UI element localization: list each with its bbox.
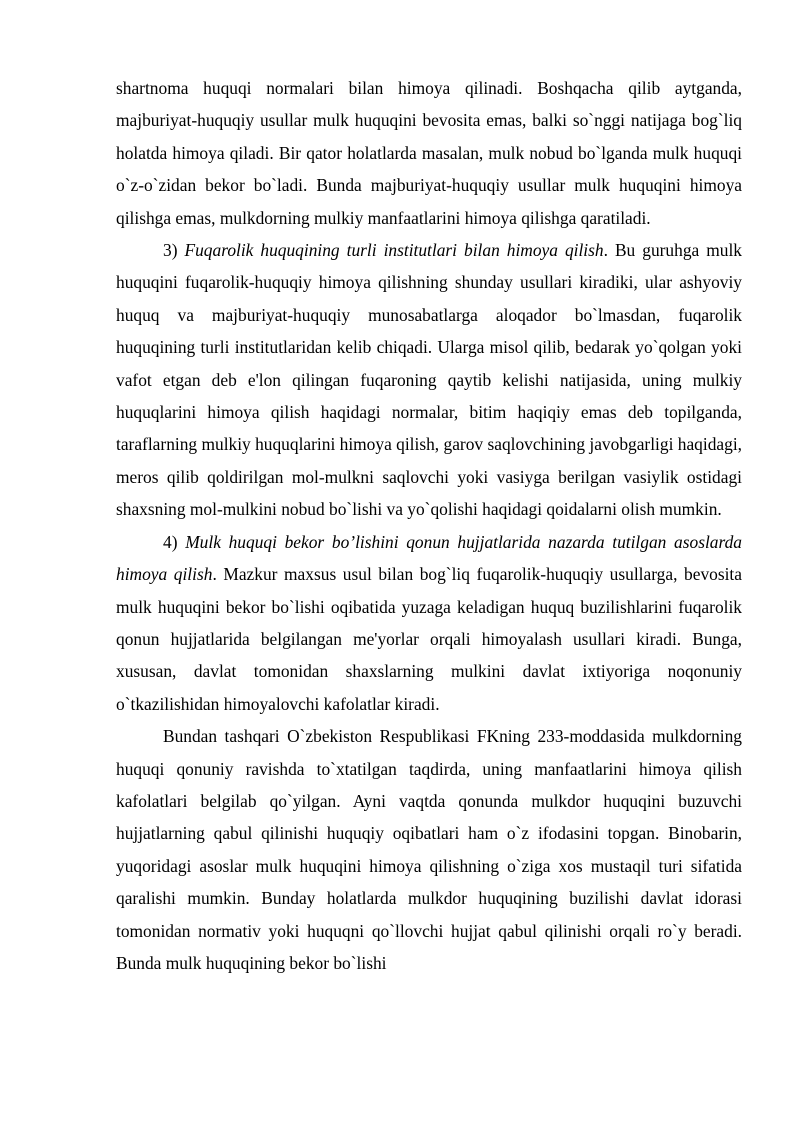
item-body: . Mazkur maxsus usul bilan bog`liq fuqarolik-huquqiy usullarga, bevosita mulk huquqini bekor bo`lishi oqibatida yuzaga keladigan huquq buzilishlarini fuqarolik qonun hujjatlarida belgilangan me'yorlar orqali himoyalash usullari kiradi. Bunga, xususan, davlat tomonidan shaxslarning mulkini davlat ixtiyoriga noqonuniy o`tkazilishidan himoyalovchi kafolatlar kiradi.: [116, 564, 742, 714]
item-number: 3): [163, 240, 185, 261]
item-heading: Mulk huquqi bekor bo’lishini qonun hujjatlarida nazarda tutilgan asoslarda himoya qilish: [116, 531, 742, 585]
paragraph-item-4: [116, 526, 742, 720]
paragraph-item-3: [116, 234, 742, 526]
paragraph-final: Bundan tashqari O`zbekiston Respublikasi FKning 233-moddasida mulkdorning huquqi qonuniy ravishda to`xtatilgan taqdirda, uning manfaatlarini himoya qilish kafolatlari belgilab qo`yilgan. Ayni vaqtda qonunda mulkdor huquqini buzuvchi hujjatlarning qabul qilinishi huquqiy oqibatlari ham o`z ifodasini topgan. Binobarin, yuqoridagi asoslar mulk huquqini himoya qilishning o`ziga xos mustaqil turi sifatida qaralishi mumkin. Bunday holatlarda mulkdor huquqining buzilishi davlat idorasi tomonidan normativ yoki huquqni qo`llovchi hujjat qabul qilinishi orqali ro`y beradi. Bunda mulk huquqining bekor bo`lishi: [116, 726, 742, 973]
item-heading: Fuqarolik huquqining turli institutlari bilan himoya qilish: [184, 240, 604, 261]
item-number: 4): [163, 531, 186, 552]
document-page: [116, 72, 742, 979]
paragraph-continuation: shartnoma huquqi normalari bilan himoya qilinadi. Boshqacha qilib aytganda, majburiyat-huquqiy usullar mulk huquqini bevosita emas, balki so`nggi natijaga bog`liq holatda himoya qiladi. Bir qator holatlarda masalan, mulk nobud bo`lganda mulk huquqi o`z-o`zidan bekor bo`ladi. Bunda majburiyat-huquqiy usullar mulk huquqini himoya qilishga emas, mulkdorning mulkiy manfaatlarini himoya qilishga qaratiladi.: [116, 78, 742, 228]
item-body: . Bu guruhga mulk huquqini fuqarolik-huquqiy himoya qilishning shunday usullari kiradiki, ular ashyoviy huquq va majburiyat-huquqiy munosabatlarga aloqador bo`lmasdan, fuqarolik huquqining turli institutlaridan kelib chiqadi. Ularga misol qilib, bedarak yo`qolgan yoki vafot etgan deb e'lon qilingan fuqaroning qaytib kelishi natijasida, uning mulkiy huquqlarini himoya qilish haqidagi normalar, bitim haqiqiy emas deb topilganda, taraflarning mulkiy huquqlarini himoya qilish, garov saqlovchining javobgarligi haqidagi, meros qilib qoldirilgan mol-mulkni saqlovchi yoki vasiyga berilgan vasiylik ostidagi shaxsning mol-mulkini nobud bo`lishi va yo`qolishi haqidagi qoidalarni olish mumkin.: [116, 240, 742, 520]
